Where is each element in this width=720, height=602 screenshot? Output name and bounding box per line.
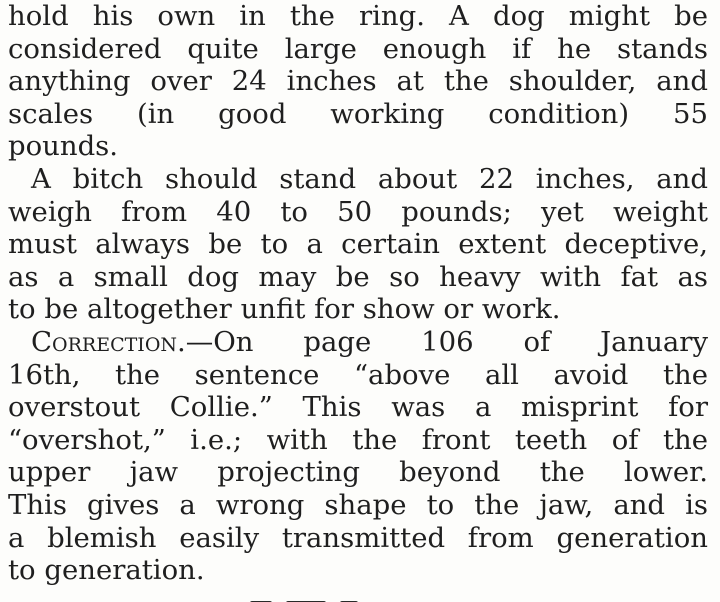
- text-line: to be altogether unfit for show or work.: [8, 293, 561, 326]
- correction-first-line: [8, 326, 708, 359]
- text-line: upper jaw projecting beyond the lower.: [8, 456, 708, 489]
- text-line: overstout Collie.” This was a misprint for: [8, 391, 708, 424]
- text-line: A bitch should stand about 22 inches, and: [31, 162, 708, 195]
- correction-first-line-rest: —On page 106 of January: [185, 325, 708, 358]
- text-line: as a small dog may be so heavy with fat as: [8, 260, 708, 293]
- paragraph-2: [8, 163, 708, 326]
- text-line: a blemish easily transmitted from generation: [8, 521, 708, 554]
- paragraph-1: [8, 0, 708, 163]
- text-line: pounds.: [8, 130, 119, 163]
- text-line: hold his own in the ring. A dog might be: [8, 0, 708, 32]
- text-column: [8, 0, 708, 587]
- correction-heading: Correction.: [31, 325, 186, 358]
- text-line: scales (in good working condition) 55: [8, 97, 708, 130]
- text-line: anything over 24 inches at the shoulder, and: [8, 65, 708, 98]
- cropped-next-line-fragment: [250, 592, 450, 602]
- text-line: considered quite large enough if he stands: [8, 32, 708, 65]
- paragraph-3: [8, 326, 708, 587]
- text-line: This gives a wrong shape to the jaw, and is: [8, 488, 708, 521]
- text-line: 16th, the sentence “above all avoid the: [8, 358, 708, 391]
- text-line: “overshot,” i.e.; with the front teeth of the: [8, 423, 708, 456]
- text-line: must always be to a certain extent deceptive,: [8, 228, 708, 261]
- text-line: weigh from 40 to 50 pounds; yet weight: [8, 195, 708, 228]
- text-line: to generation.: [8, 554, 205, 587]
